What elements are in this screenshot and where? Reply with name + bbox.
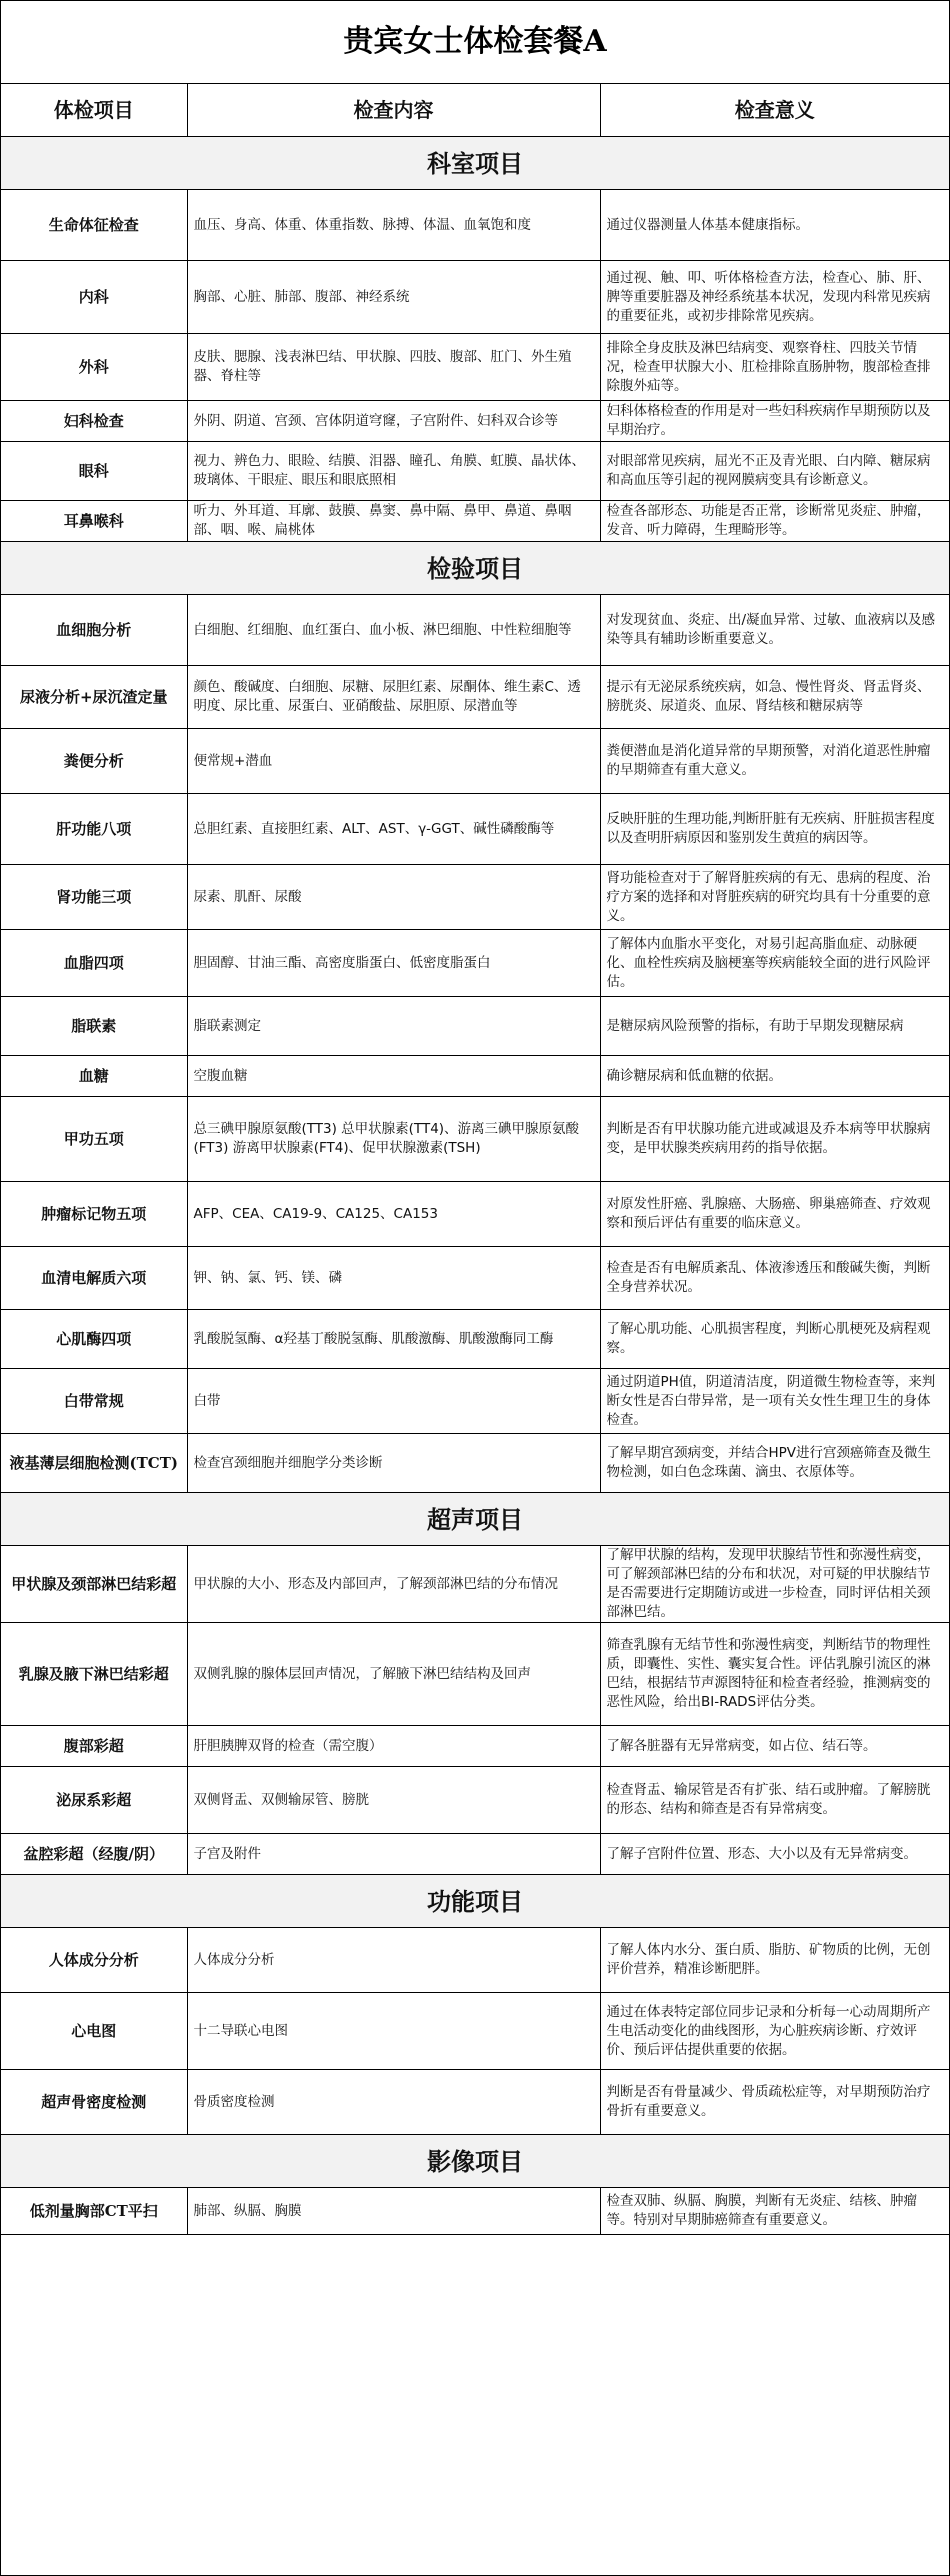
item-meaning: 粪便潜血是消化道异常的早期预警，对消化道恶性肿瘤的早期筛查有重大意义。 bbox=[600, 729, 949, 794]
item-meaning: 通过阴道PH值，阴道清洁度，阴道微生物检查等，来判断女性是否白带异常，是一项有关女性生理卫生的身体检查。 bbox=[600, 1369, 949, 1434]
item-content: 肝胆胰脾双肾的检查（需空腹） bbox=[187, 1726, 600, 1767]
item-name: 粪便分析 bbox=[1, 729, 187, 794]
item-meaning: 了解人体内水分、蛋白质、脂肪、矿物质的比例，无创评价营养，精准诊断肥胖。 bbox=[600, 1928, 949, 1993]
table-row bbox=[1, 1726, 949, 1767]
item-content: 白细胞、红细胞、血红蛋白、血小板、淋巴细胞、中性粒细胞等 bbox=[187, 595, 600, 666]
item-name: 肝功能八项 bbox=[1, 794, 187, 865]
table-row bbox=[1, 1056, 949, 1097]
section-title: 功能项目 bbox=[1, 1875, 949, 1928]
item-meaning: 了解甲状腺的结构，发现甲状腺结节性和弥漫性病变，可了解颈部淋巴结的分布和状况，对可疑的甲状腺结节是否需要进行定期随访或进一步检查，同时评估相关颈部淋巴结。 bbox=[600, 1546, 949, 1623]
table-row bbox=[1, 1182, 949, 1247]
item-content: 乳酸脱氢酶、α羟基丁酸脱氢酶、肌酸激酶、肌酸激酶同工酶 bbox=[187, 1310, 600, 1369]
column-header-item: 体检项目 bbox=[1, 84, 187, 137]
item-name: 血糖 bbox=[1, 1056, 187, 1097]
item-content: 颜色、酸碱度、白细胞、尿糖、尿胆红素、尿酮体、维生素C、透明度、尿比重、尿蛋白、亚硝酸盐、尿胆原、尿潜血等 bbox=[187, 666, 600, 729]
item-meaning: 提示有无泌尿系统疾病，如急、慢性肾炎、肾盂肾炎、膀胱炎、尿道炎、血尿、肾结核和糖尿病等 bbox=[600, 666, 949, 729]
item-name: 盆腔彩超（经腹/阴） bbox=[1, 1834, 187, 1875]
item-name: 甲状腺及颈部淋巴结彩超 bbox=[1, 1546, 187, 1623]
item-meaning: 通过视、触、叩、听体格检查方法，检查心、肺、肝、脾等重要脏器及神经系统基本状况，发现内科常见疾病的重要征兆，或初步排除常见疾病。 bbox=[600, 261, 949, 334]
item-content: 视力、辨色力、眼睑、结膜、泪器、瞳孔、角膜、虹膜、晶状体、玻璃体、干眼症、眼压和眼底照相 bbox=[187, 442, 600, 501]
section-row bbox=[1, 542, 949, 595]
table-row bbox=[1, 1834, 949, 1875]
table-row bbox=[1, 190, 949, 261]
item-meaning: 判断是否有甲状腺功能亢进或减退及乔本病等甲状腺病变，是甲状腺类疾病用药的指导依据。 bbox=[600, 1097, 949, 1182]
table-row bbox=[1, 1097, 949, 1182]
table-row bbox=[1, 1310, 949, 1369]
section-title: 科室项目 bbox=[1, 137, 949, 190]
table-row bbox=[1, 997, 949, 1056]
section-title: 检验项目 bbox=[1, 542, 949, 595]
table-row bbox=[1, 1623, 949, 1726]
item-content: 脂联素测定 bbox=[187, 997, 600, 1056]
item-meaning: 检查双肺、纵膈、胸膜，判断有无炎症、结核、肿瘤等。特别对早期肺癌筛查有重要意义。 bbox=[600, 2188, 949, 2235]
item-meaning: 了解子宫附件位置、形态、大小以及有无异常病变。 bbox=[600, 1834, 949, 1875]
column-header-row bbox=[1, 84, 949, 137]
item-content: 人体成分分析 bbox=[187, 1928, 600, 1993]
item-meaning: 妇科体格检查的作用是对一些妇科疾病作早期预防以及早期治疗。 bbox=[600, 401, 949, 442]
item-name: 肿瘤标记物五项 bbox=[1, 1182, 187, 1247]
item-meaning: 排除全身皮肤及淋巴结病变、观察脊柱、四肢关节情况，检查甲状腺大小、肛检排除直肠肿物，腹部检查排除腹外疝等。 bbox=[600, 334, 949, 401]
item-content: 总胆红素、直接胆红素、ALT、AST、γ-GGT、碱性磷酸酶等 bbox=[187, 794, 600, 865]
item-content: 双侧乳腺的腺体层回声情况，了解腋下淋巴结结构及回声 bbox=[187, 1623, 600, 1726]
table-row bbox=[1, 2188, 949, 2235]
item-name: 生命体征检查 bbox=[1, 190, 187, 261]
table-row bbox=[1, 1546, 949, 1623]
item-name: 肾功能三项 bbox=[1, 865, 187, 930]
table-row bbox=[1, 501, 949, 542]
item-content: 空腹血糖 bbox=[187, 1056, 600, 1097]
item-name: 耳鼻喉科 bbox=[1, 501, 187, 542]
table-row bbox=[1, 729, 949, 794]
item-meaning: 了解早期宫颈病变，并结合HPV进行宫颈癌筛查及微生物检测，如白色念珠菌、滴虫、衣原体等。 bbox=[600, 1434, 949, 1493]
column-header-meaning: 检查意义 bbox=[600, 84, 949, 137]
column-header-content: 检查内容 bbox=[187, 84, 600, 137]
table-row bbox=[1, 401, 949, 442]
item-name: 低剂量胸部CT平扫 bbox=[1, 2188, 187, 2235]
item-meaning: 通过仪器测量人体基本健康指标。 bbox=[600, 190, 949, 261]
section-title: 影像项目 bbox=[1, 2135, 949, 2188]
table-row bbox=[1, 1993, 949, 2070]
item-content: 外阴、阴道、宫颈、宫体阴道穹窿，子宫附件、妇科双合诊等 bbox=[187, 401, 600, 442]
table-row bbox=[1, 1767, 949, 1834]
item-name: 超声骨密度检测 bbox=[1, 2070, 187, 2135]
item-meaning: 肾功能检查对于了解肾脏疾病的有无、患病的程度、治疗方案的选择和对肾脏疾病的研究均具有十分重要的意义。 bbox=[600, 865, 949, 930]
item-meaning: 通过在体表特定部位同步记录和分析每一心动周期所产生电活动变化的曲线图形，为心脏疾病诊断、疗效评价、预后评估提供重要的依据。 bbox=[600, 1993, 949, 2070]
table-row bbox=[1, 2070, 949, 2135]
item-meaning: 反映肝脏的生理功能,判断肝脏有无疾病、肝脏损害程度以及查明肝病原因和鉴别发生黄疸的病因等。 bbox=[600, 794, 949, 865]
item-name: 内科 bbox=[1, 261, 187, 334]
item-content: 便常规+潜血 bbox=[187, 729, 600, 794]
item-name: 乳腺及腋下淋巴结彩超 bbox=[1, 1623, 187, 1726]
item-meaning: 了解体内血脂水平变化，对易引起高脂血症、动脉硬化、血栓性疾病及脑梗塞等疾病能较全面的进行风险评估。 bbox=[600, 930, 949, 997]
item-name: 妇科检查 bbox=[1, 401, 187, 442]
item-name: 血清电解质六项 bbox=[1, 1247, 187, 1310]
item-meaning: 筛查乳腺有无结节性和弥漫性病变，判断结节的物理性质，即囊性、实性、囊实复合性。评估乳腺引流区的淋巴结，根据结节声源图特征和检查者经验，推测病变的恶性风险，给出BI-RADS评估分类。 bbox=[600, 1623, 949, 1726]
item-content: 胸部、心脏、肺部、腹部、神经系统 bbox=[187, 261, 600, 334]
item-content: 子宫及附件 bbox=[187, 1834, 600, 1875]
item-name: 人体成分分析 bbox=[1, 1928, 187, 1993]
table-row bbox=[1, 1928, 949, 1993]
item-name: 眼科 bbox=[1, 442, 187, 501]
item-meaning: 对发现贫血、炎症、出/凝血异常、过敏、血液病以及感染等具有辅助诊断重要意义。 bbox=[600, 595, 949, 666]
section-row bbox=[1, 1493, 949, 1546]
item-meaning: 对眼部常见疾病，屈光不正及青光眼、白内障、糖尿病和高血压等引起的视网膜病变具有诊断意义。 bbox=[600, 442, 949, 501]
item-meaning: 判断是否有骨量减少、骨质疏松症等，对早期预防治疗骨折有重要意义。 bbox=[600, 2070, 949, 2135]
item-content: 肺部、纵膈、胸膜 bbox=[187, 2188, 600, 2235]
table-body bbox=[1, 137, 949, 2235]
table-row bbox=[1, 261, 949, 334]
item-name: 腹部彩超 bbox=[1, 1726, 187, 1767]
item-meaning: 了解心肌功能、心肌损害程度，判断心肌梗死及病程观察。 bbox=[600, 1310, 949, 1369]
item-name: 尿液分析+尿沉渣定量 bbox=[1, 666, 187, 729]
item-meaning: 检查是否有电解质紊乱、体液渗透压和酸碱失衡，判断全身营养状况。 bbox=[600, 1247, 949, 1310]
table-row bbox=[1, 1434, 949, 1493]
item-name: 心肌酶四项 bbox=[1, 1310, 187, 1369]
table-row bbox=[1, 595, 949, 666]
item-name: 白带常规 bbox=[1, 1369, 187, 1434]
item-meaning: 检查肾盂、输尿管是否有扩张、结石或肿瘤。了解膀胱的形态、结构和筛查是否有异常病变。 bbox=[600, 1767, 949, 1834]
item-content: 尿素、肌酐、尿酸 bbox=[187, 865, 600, 930]
item-name: 外科 bbox=[1, 334, 187, 401]
item-meaning: 检查各部形态、功能是否正常，诊断常见炎症、肿瘤，发音、听力障碍，生理畸形等。 bbox=[600, 501, 949, 542]
item-name: 液基薄层细胞检测(TCT) bbox=[1, 1434, 187, 1493]
item-content: 十二导联心电图 bbox=[187, 1993, 600, 2070]
item-meaning: 确诊糖尿病和低血糖的依据。 bbox=[600, 1056, 949, 1097]
section-row bbox=[1, 1875, 949, 1928]
item-content: 甲状腺的大小、形态及内部回声，了解颈部淋巴结的分布情况 bbox=[187, 1546, 600, 1623]
item-name: 脂联素 bbox=[1, 997, 187, 1056]
item-content: AFP、CEA、CA19-9、CA125、CA153 bbox=[187, 1182, 600, 1247]
table-row bbox=[1, 666, 949, 729]
section-row bbox=[1, 137, 949, 190]
item-content: 听力、外耳道、耳廓、鼓膜、鼻窦、鼻中隔、鼻甲、鼻道、鼻咽部、咽、喉、扁桃体 bbox=[187, 501, 600, 542]
item-content: 胆固醇、甘油三酯、高密度脂蛋白、低密度脂蛋白 bbox=[187, 930, 600, 997]
table-row bbox=[1, 334, 949, 401]
item-content: 钾、钠、氯、钙、镁、磷 bbox=[187, 1247, 600, 1310]
item-content: 双侧肾盂、双侧输尿管、膀胱 bbox=[187, 1767, 600, 1834]
section-title: 超声项目 bbox=[1, 1493, 949, 1546]
item-content: 白带 bbox=[187, 1369, 600, 1434]
table-row bbox=[1, 794, 949, 865]
item-name: 血细胞分析 bbox=[1, 595, 187, 666]
item-content: 检查宫颈细胞并细胞学分类诊断 bbox=[187, 1434, 600, 1493]
package-title: 贵宾女士体检套餐A bbox=[1, 1, 949, 84]
item-content: 总三碘甲腺原氨酸(TT3) 总甲状腺素(TT4)、游离三碘甲腺原氨酸(FT3) 游离甲状腺素(FT4)、促甲状腺激素(TSH) bbox=[187, 1097, 600, 1182]
item-content: 皮肤、腮腺、浅表淋巴结、甲状腺、四肢、腹部、肛门、外生殖器、脊柱等 bbox=[187, 334, 600, 401]
item-content: 血压、身高、体重、体重指数、脉搏、体温、血氧饱和度 bbox=[187, 190, 600, 261]
table-row bbox=[1, 442, 949, 501]
table-row bbox=[1, 1247, 949, 1310]
item-meaning: 了解各脏器有无异常病变，如占位、结石等。 bbox=[600, 1726, 949, 1767]
item-name: 泌尿系彩超 bbox=[1, 1767, 187, 1834]
item-meaning: 对原发性肝癌、乳腺癌、大肠癌、卵巢癌筛查、疗效观察和预后评估有重要的临床意义。 bbox=[600, 1182, 949, 1247]
table-row bbox=[1, 930, 949, 997]
checkup-table bbox=[1, 84, 949, 2235]
item-name: 血脂四项 bbox=[1, 930, 187, 997]
item-name: 心电图 bbox=[1, 1993, 187, 2070]
table-row bbox=[1, 865, 949, 930]
section-row bbox=[1, 2135, 949, 2188]
item-meaning: 是糖尿病风险预警的指标，有助于早期发现糖尿病 bbox=[600, 997, 949, 1056]
item-name: 甲功五项 bbox=[1, 1097, 187, 1182]
table-row bbox=[1, 1369, 949, 1434]
item-content: 骨质密度检测 bbox=[187, 2070, 600, 2135]
